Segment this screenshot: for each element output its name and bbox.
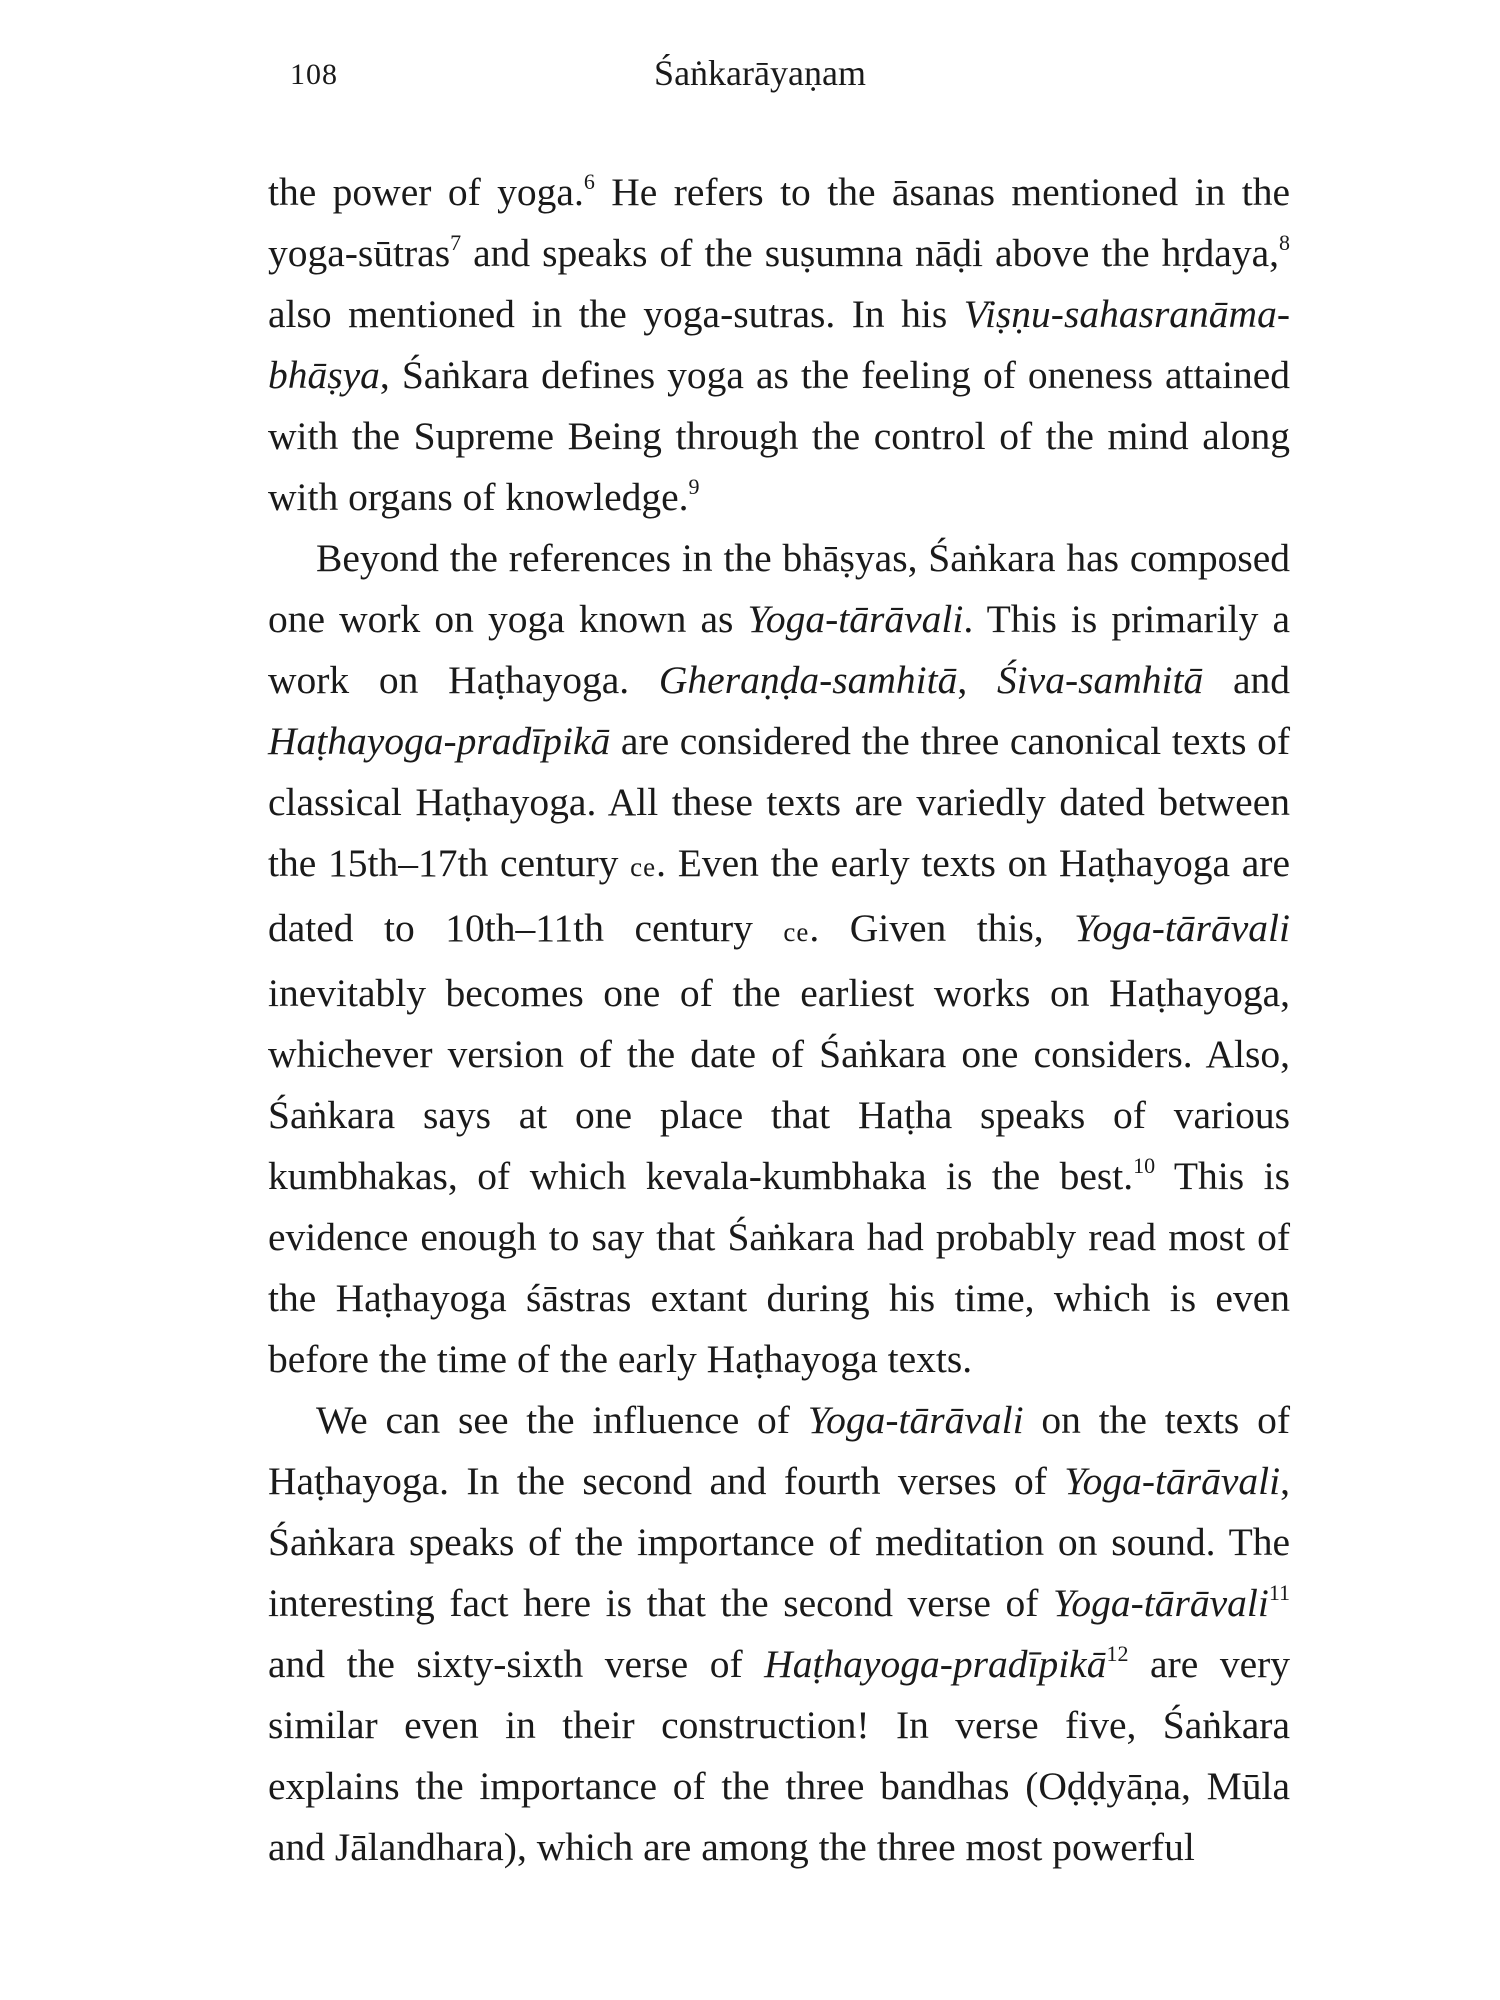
italic-title: Haṭhayoga-pradīpikā — [268, 719, 611, 763]
footnote-ref: 6 — [583, 169, 595, 194]
italic-title: Yoga-tārāvali — [1052, 1581, 1269, 1625]
italic-title: Gheraṇḍa-samhitā — [658, 658, 958, 702]
italic-title: Yoga-tārāvali — [1064, 1459, 1281, 1503]
paragraph: the power of yoga.$^6$ He refers to the āsanas mentioned in the yoga-sūtras$^7$ and speaks of the suṣumna nāḍi above the hṛdaya,$^8$ also mentioned in the yoga-sutras. In his Viṣṇu-​sahasranāma-bhāṣya, Śaṅkara defines yoga as the feeling of oneness attained with the Supreme Being through the control of the mind along with organs of knowledge.$^9$ — [268, 169, 1291, 519]
page-number: 108 — [290, 58, 338, 91]
italic-title: Yoga-tārāvali — [747, 597, 964, 641]
era-abbrev: ce — [630, 852, 657, 882]
italic-title: Yoga-tārāvali — [807, 1398, 1024, 1442]
footnote-ref: 10 — [1133, 1153, 1156, 1178]
italic-title: Śiva-​samhitā — [996, 658, 1204, 702]
era-abbrev: ce — [783, 917, 810, 947]
body-text — [268, 162, 1290, 1878]
footnote-ref: 8 — [1279, 230, 1290, 255]
footnote-ref: 12 — [1106, 1641, 1129, 1666]
italic-title: Yoga-tārāvali — [1074, 906, 1290, 950]
italic-title: Haṭhayoga-pradīpikā — [764, 1642, 1107, 1686]
paragraph: Beyond the references in the bhāṣyas, Śaṅkara has composed one work on yoga known as Yoga-tārāvali. This is primarily a work on Haṭhayoga. Gheraṇḍa-samhitā, Śiva-​samhitā and Haṭhayoga-pradīpikā are considered the three canonical texts of classical Haṭhayoga. All these texts are variedly dated between the 15th–17th century ce. Even the early texts on Haṭhayoga are dated to 10th–11th century ce. Given this, Yoga-tārāvali inevitably becomes one of the earliest works on Haṭhayoga, whichever version of the date of Śaṅkara one considers. Also, Śaṅkara says at one place that Haṭha speaks of various kumbhakas, of which kevala-​kumbhaka is the best.$^{10}$ This is evidence enough to say that Śaṅkara had probably read most of the Haṭhayoga śāstras extant during his time, which is even before the time of the early Haṭhayoga texts. — [268, 536, 1290, 1381]
running-head — [0, 46, 1500, 106]
paragraph: We can see the influence of Yoga-tārāvali on the texts of Haṭhayoga. In the second and fourth verses of Yoga-tārāvali, Śaṅkara speaks of the importance of meditation on sound. The interesting fact here is that the second verse of Yoga-tārāvali$^{11}$ and the sixty-sixth verse of Haṭhayoga-pradīpikā$^{12}$ are very similar even in their construction! In verse five, Śaṅkara explains the importance of the three bandhas (Oḍḍyāṇa, Mūla and Jālandhara), which are among the three most powerful — [268, 1398, 1291, 1869]
footnote-ref: 11 — [1268, 1580, 1290, 1605]
italic-title: Viṣṇu-​sahasranāma-bhāṣya — [268, 292, 1290, 397]
footnote-ref: 9 — [688, 474, 700, 499]
footnote-ref: 7 — [450, 230, 462, 255]
running-title: Śaṅkarāyaṇam — [654, 53, 866, 93]
